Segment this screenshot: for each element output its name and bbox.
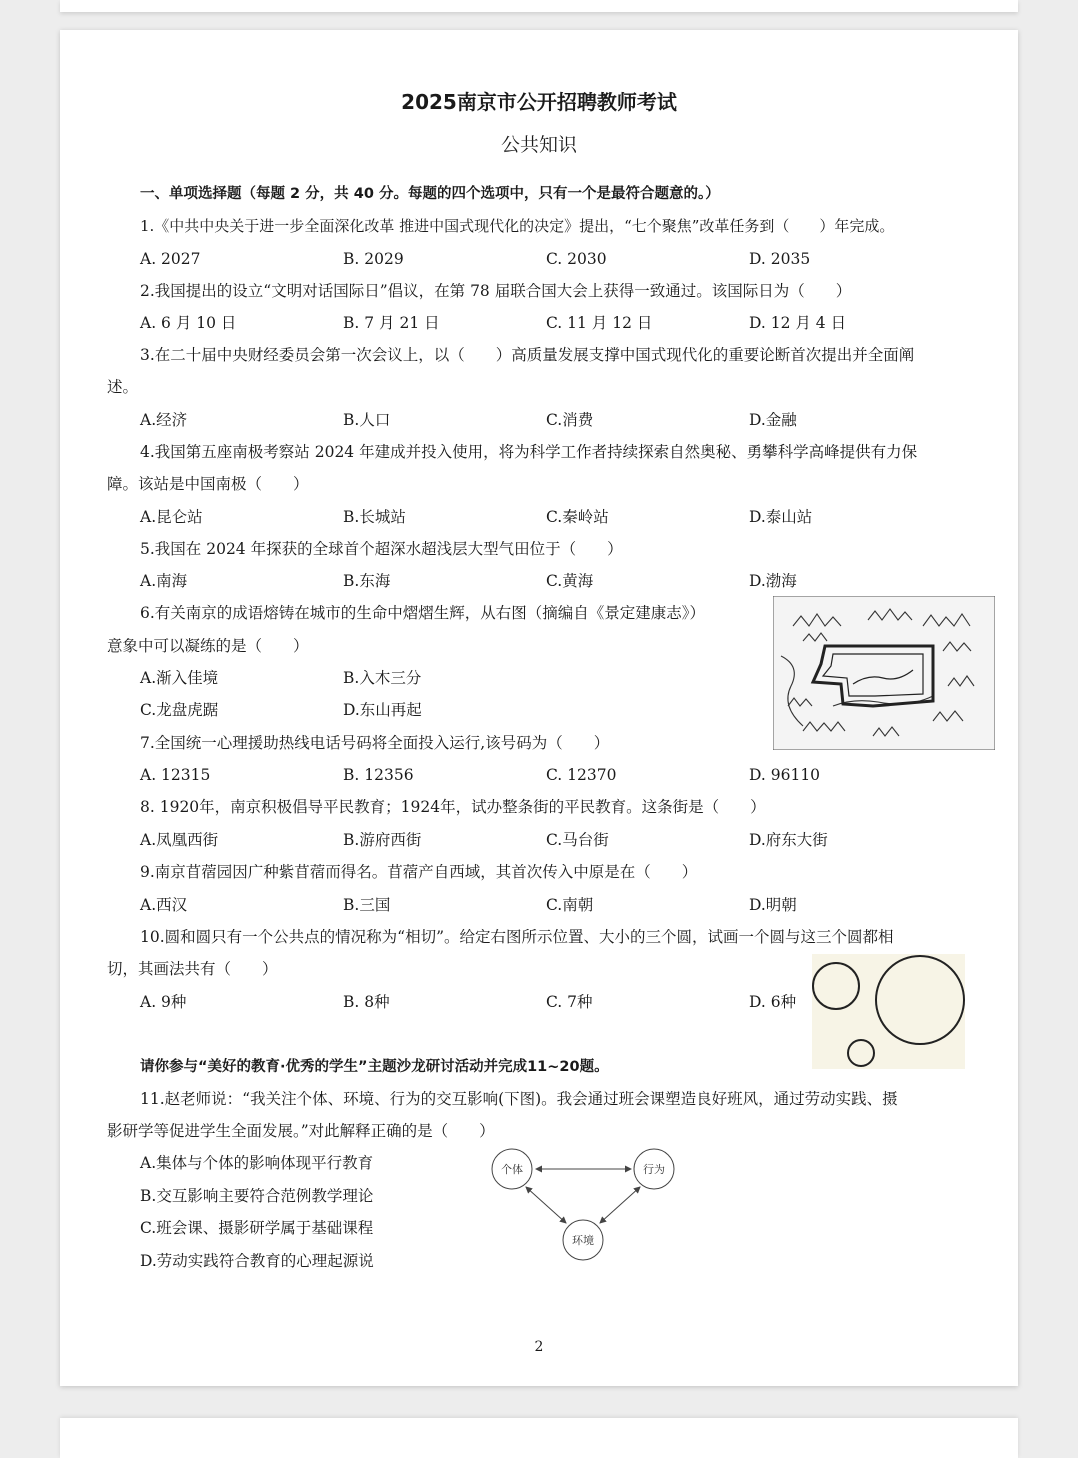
question-6-stem: 6.有关南京的成语熔铸在城市的生命中熠熠生辉，从右图（摘编自《景定建康志》） (140, 604, 706, 622)
q1-option-c: C. 2030 (546, 250, 607, 268)
q4-option-d: D.泰山站 (749, 508, 813, 526)
q1-option-b: B. 2029 (343, 250, 404, 268)
q6-option-b: B.入木三分 (343, 669, 422, 687)
ancient-nanjing-map-figure (773, 596, 995, 750)
q7-option-c: C. 12370 (546, 766, 617, 784)
node-environment-label: 环境 (572, 1234, 594, 1247)
next-page-edge (60, 1418, 1018, 1458)
q4-option-c: C.秦岭站 (546, 508, 609, 526)
question-4-stem-cont: 障。该站是中国南极（ ） (107, 475, 309, 493)
individual-environment-behavior-diagram (488, 1144, 678, 1264)
q8-option-d: D.府东大街 (749, 831, 828, 849)
q5-option-d: D.渤海 (749, 572, 797, 590)
q4-option-b: B.长城站 (343, 508, 406, 526)
q7-option-d: D. 96110 (749, 766, 821, 784)
question-6-stem-cont: 意象中可以凝练的是（ ） (107, 637, 309, 655)
q10-option-c: C. 7种 (546, 993, 593, 1011)
question-4-stem: 4.我国第五座南极考察站 2024 年建成并投入使用，将为科学工作者持续探索自然奥秘、勇攀科学高峰提供有力保 (140, 443, 918, 461)
question-9-stem: 9.南京苜蓿园因广种紫苜蓿而得名。苜蓿产自西域，其首次传入中原是在（ ） (140, 863, 698, 881)
q11-option-b: B.交互影响主要符合范例教学理论 (140, 1187, 374, 1205)
q10-option-b: B. 8种 (343, 993, 390, 1011)
question-10-stem: 10.圆和圆只有一个公共点的情况称为“相切”。给定右图所示位置、大小的三个圆，试画一个圆与这三个圆都相 (140, 928, 894, 946)
three-circles-figure (812, 954, 965, 1069)
question-1-stem: 1.《中共中央关于进一步全面深化改革 推进中国式现代化的决定》提出，“七个聚焦”改革任务到（ ）年完成。 (140, 217, 895, 235)
q2-option-d: D. 12 月 4 日 (749, 314, 847, 332)
q8-option-c: C.马台街 (546, 831, 609, 849)
question-3-stem: 3.在二十届中央财经委员会第一次会议上，以（ ）高质量发展支撑中国式现代化的重要论断首次提出并全面阐 (140, 346, 915, 364)
q1-option-a: A. 2027 (140, 250, 201, 268)
q6-option-a: A.渐入佳境 (140, 669, 219, 687)
q3-option-b: B.人口 (343, 411, 391, 429)
exam-subtitle: 公共知识 (500, 134, 577, 156)
q11-option-a: A.集体与个体的影响体现平行教育 (140, 1154, 374, 1172)
section-heading: 一、单项选择题（每题 2 分，共 40 分。每题的四个选项中，只有一个是最符合题意的。） (140, 186, 720, 202)
q10-option-d: D. 6种 (749, 993, 797, 1011)
q5-option-c: C.黄海 (546, 572, 594, 590)
previous-page-edge (60, 0, 1018, 12)
salon-heading: 请你参与“美好的教育·优秀的学生”主题沙龙研讨活动并完成11~20题。 (140, 1059, 609, 1075)
q8-option-a: A.凤凰西街 (140, 831, 219, 849)
q4-option-a: A.昆仑站 (140, 508, 203, 526)
question-10-stem-cont: 切，其画法共有（ ） (107, 960, 278, 978)
question-2-stem: 2.我国提出的设立“文明对话国际日”倡议，在第 78 届联合国大会上获得一致通过。该国际日为（ ） (140, 282, 852, 300)
q1-option-d: D. 2035 (749, 250, 811, 268)
q6-option-d: D.东山再起 (343, 701, 422, 719)
node-individual-label: 个体 (501, 1163, 523, 1176)
q11-option-d: D.劳动实践符合教育的心理起源说 (140, 1252, 374, 1270)
q3-option-d: D.金融 (749, 411, 797, 429)
q11-option-c: C.班会课、摄影研学属于基础课程 (140, 1219, 374, 1237)
q7-option-b: B. 12356 (343, 766, 414, 784)
q8-option-b: B.游府西街 (343, 831, 422, 849)
q2-option-a: A. 6 月 10 日 (140, 314, 237, 332)
page-number: 2 (534, 1339, 544, 1355)
question-7-stem: 7.全国统一心理援助热线电话号码将全面投入运行,该号码为（ ） (140, 734, 610, 752)
q5-option-a: A.南海 (140, 572, 188, 590)
q2-option-b: B. 7 月 21 日 (343, 314, 440, 332)
q9-option-d: D.明朝 (749, 896, 797, 914)
q7-option-a: A. 12315 (140, 766, 211, 784)
q9-option-b: B.三国 (343, 896, 391, 914)
exam-page (60, 30, 1018, 1386)
q5-option-b: B.东海 (343, 572, 391, 590)
question-3-stem-cont: 述。 (107, 378, 139, 396)
q9-option-a: A.西汉 (140, 896, 188, 914)
node-behavior-label: 行为 (643, 1163, 665, 1176)
q3-option-c: C.消费 (546, 411, 594, 429)
question-5-stem: 5.我国在 2024 年探获的全球首个超深水超浅层大型气田位于（ ） (140, 540, 623, 558)
question-8-stem: 8. 1920年，南京积极倡导平民教育；1924年，试办整条街的平民教育。这条街是（ ） (140, 798, 766, 816)
question-11-stem: 11.赵老师说：“我关注个体、环境、行为的交互影响(下图)。我会通过班会课塑造良好班风，通过劳动实践、摄 (140, 1090, 898, 1108)
q10-option-a: A. 9种 (140, 993, 187, 1011)
q9-option-c: C.南朝 (546, 896, 594, 914)
exam-title: 2025南京市公开招聘教师考试 (401, 90, 677, 114)
q6-option-c: C.龙盘虎踞 (140, 701, 219, 719)
question-11-stem-cont: 影研学等促进学生全面发展。”对此解释正确的是（ ） (107, 1122, 495, 1140)
q2-option-c: C. 11 月 12 日 (546, 314, 653, 332)
q3-option-a: A.经济 (140, 411, 188, 429)
